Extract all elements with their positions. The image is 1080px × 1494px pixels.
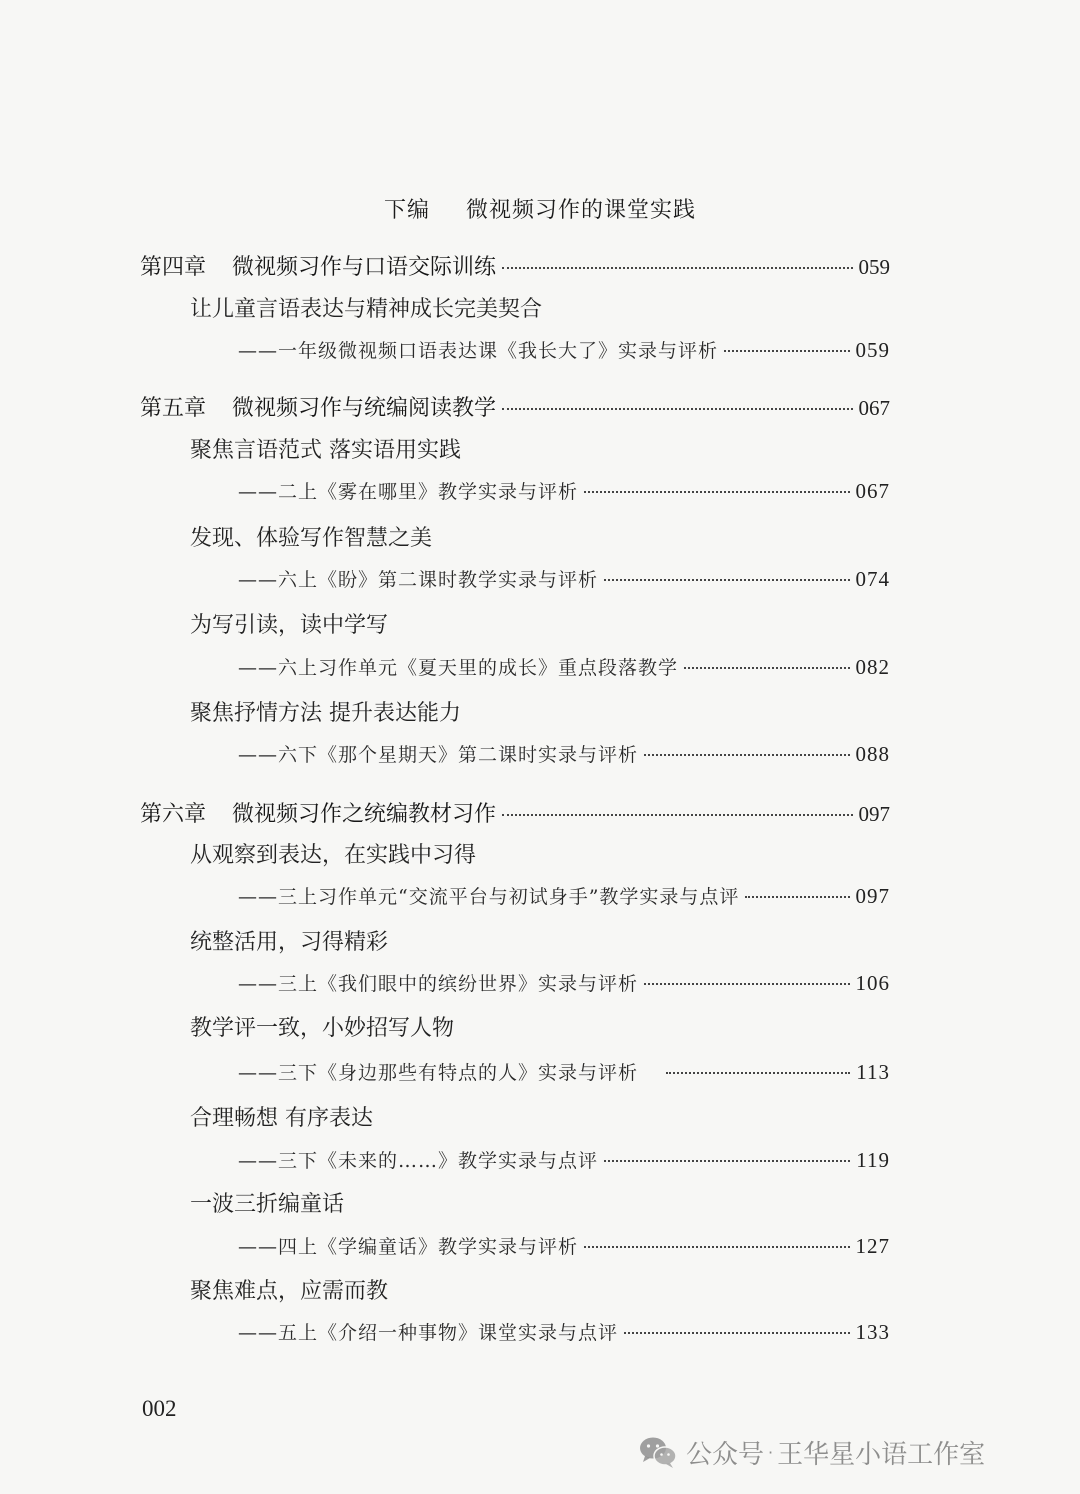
toc-entry bbox=[238, 1146, 890, 1173]
page-number: 133 bbox=[855, 1320, 890, 1344]
wechat-watermark bbox=[638, 1427, 985, 1477]
chapter-label: 第六章 bbox=[140, 802, 207, 827]
article-title: 发现、体验写作智慧之美 bbox=[190, 526, 433, 551]
dot-leader bbox=[644, 983, 849, 985]
page-number: 113 bbox=[856, 1060, 890, 1084]
page-number: 059 bbox=[855, 338, 890, 362]
dot-leader bbox=[502, 814, 852, 816]
article-title: 聚焦言语范式 落实语用实践 bbox=[190, 438, 461, 463]
dot-leader bbox=[684, 667, 849, 669]
dot-leader bbox=[666, 1072, 850, 1074]
page-number: 088 bbox=[855, 742, 890, 766]
dot-leader bbox=[604, 1160, 850, 1162]
chapter-title: 微视频习作与统编阅读教学 bbox=[232, 396, 497, 421]
dot-leader bbox=[502, 267, 852, 269]
chapter-label: 第四章 bbox=[140, 255, 207, 280]
watermark-platform: 公众号 bbox=[686, 1439, 765, 1470]
page-number: 119 bbox=[856, 1148, 890, 1172]
toc-chapter-4 bbox=[140, 250, 890, 281]
page-number: 127 bbox=[855, 1234, 890, 1258]
toc-entry bbox=[238, 336, 890, 363]
article-title: 聚焦难点，应需而教 bbox=[190, 1279, 389, 1304]
page-number: 067 bbox=[855, 479, 890, 503]
toc-entry bbox=[238, 882, 890, 909]
article-title: 从观察到表达，在实践中习得 bbox=[190, 843, 477, 868]
article-title: 教学评一致，小妙招写人物 bbox=[190, 1016, 455, 1041]
toc-entry bbox=[238, 1318, 890, 1345]
dot-leader bbox=[624, 1332, 849, 1334]
toc-entry bbox=[238, 1232, 890, 1259]
chapter-title: 微视频习作之统编教材习作 bbox=[232, 802, 497, 827]
page-number: 082 bbox=[855, 655, 890, 679]
toc-entry bbox=[238, 969, 890, 996]
dot-leader bbox=[644, 754, 849, 756]
toc-entry bbox=[238, 477, 890, 504]
dot-leader bbox=[604, 579, 849, 581]
folio-page-number: 002 bbox=[142, 1396, 177, 1421]
section-heading: 微视频习作的课堂实践 bbox=[466, 198, 697, 223]
article-subtitle: ——三上习作单元“交流平台与初试身手”教学实录与点评 bbox=[238, 886, 740, 908]
chapter-label: 第五章 bbox=[140, 396, 207, 421]
article-title: 一波三折编童话 bbox=[190, 1192, 345, 1217]
page-number: 059 bbox=[858, 255, 890, 279]
dot-leader bbox=[724, 350, 849, 352]
article-subtitle: ——三上《我们眼中的缤纷世界》实录与评析 bbox=[238, 973, 639, 995]
toc-chapter-6 bbox=[140, 797, 890, 828]
page-number: 097 bbox=[858, 802, 890, 826]
article-subtitle: ——五上《介绍一种事物》课堂实录与点评 bbox=[238, 1322, 619, 1344]
article-subtitle: ——三下《未来的……》教学实录与点评 bbox=[238, 1150, 599, 1172]
toc-entry bbox=[238, 653, 890, 680]
toc-entry bbox=[238, 1058, 890, 1085]
article-subtitle: ——三下《身边那些有特点的人》实录与评析 bbox=[238, 1062, 639, 1084]
watermark-account: 王华星小语工作室 bbox=[777, 1439, 986, 1470]
toc-chapter-5 bbox=[140, 391, 890, 422]
article-subtitle: ——二上《雾在哪里》教学实录与评析 bbox=[238, 481, 579, 503]
toc-entry bbox=[238, 740, 890, 767]
section-label: 下编 bbox=[383, 198, 430, 223]
article-subtitle: ——一年级微视频口语表达课《我长大了》实录与评析 bbox=[238, 340, 719, 362]
article-title: 合理畅想 有序表达 bbox=[190, 1106, 373, 1131]
section-title bbox=[0, 193, 1080, 224]
article-subtitle: ——六上《盼》第二课时教学实录与评析 bbox=[238, 569, 599, 591]
page-number: 106 bbox=[855, 971, 890, 995]
page-number: 067 bbox=[858, 396, 890, 420]
watermark-dot: · bbox=[768, 1442, 774, 1462]
article-subtitle: ——六上习作单元《夏天里的成长》重点段落教学 bbox=[238, 657, 679, 679]
article-subtitle: ——四上《学编童话》教学实录与评析 bbox=[238, 1236, 579, 1258]
dot-leader bbox=[502, 408, 852, 410]
article-title: 统整活用，习得精彩 bbox=[190, 930, 389, 955]
chapter-title: 微视频习作与口语交际训练 bbox=[232, 255, 497, 280]
dot-leader bbox=[584, 491, 849, 493]
toc-entry bbox=[238, 565, 890, 592]
article-title: 为写引读，读中学写 bbox=[190, 613, 389, 638]
dot-leader bbox=[745, 896, 849, 898]
page-number: 074 bbox=[855, 567, 890, 591]
article-subtitle: ——六下《那个星期天》第二课时实录与评析 bbox=[238, 744, 639, 766]
dot-leader bbox=[584, 1246, 849, 1248]
article-title: 聚焦抒情方法 提升表达能力 bbox=[190, 701, 461, 726]
page-number: 097 bbox=[855, 884, 890, 908]
article-title: 让儿童言语表达与精神成长完美契合 bbox=[190, 297, 543, 322]
wechat-icon bbox=[638, 1435, 678, 1469]
